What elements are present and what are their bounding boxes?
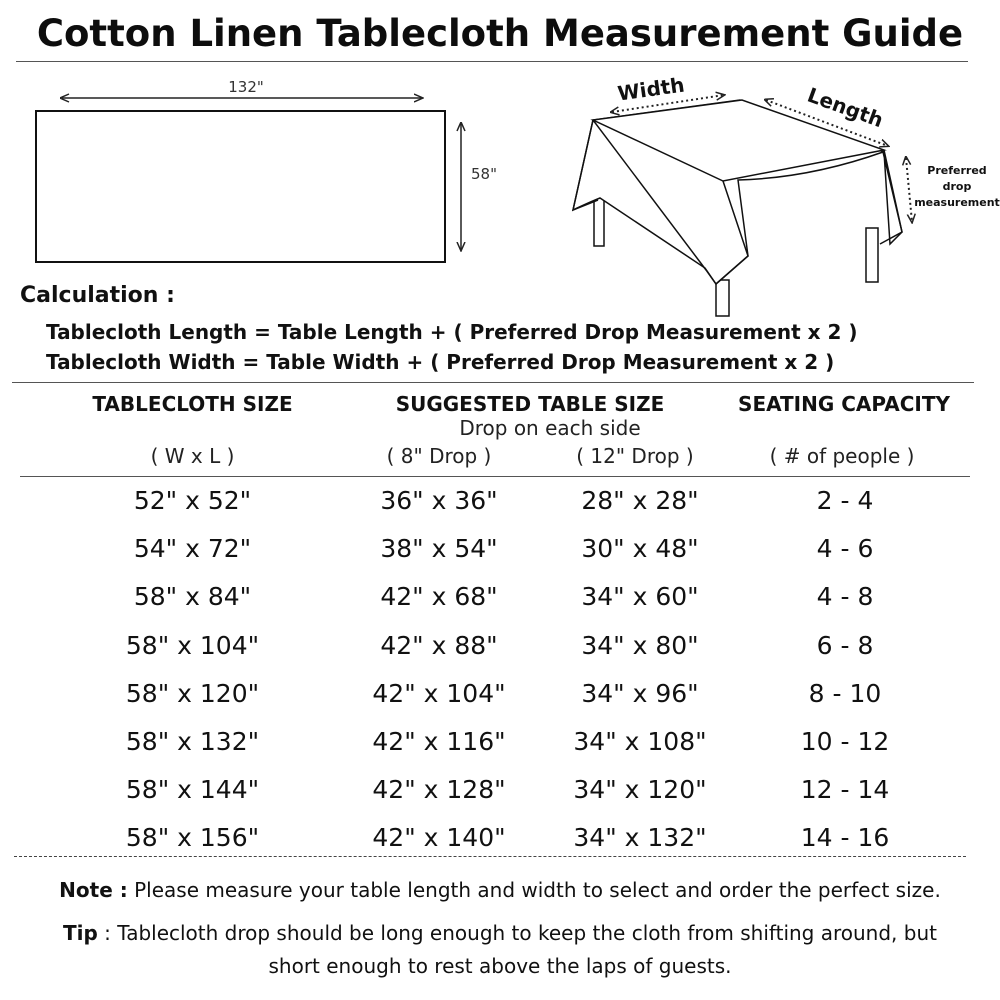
note-text	[0, 878, 1000, 902]
cell-drop-8: 38" x 54"	[380, 534, 498, 563]
flat-length-label: 132"	[228, 78, 264, 96]
cell-seating: 12 - 14	[800, 775, 890, 804]
subheader-drop-12: ( 12" Drop )	[576, 444, 694, 468]
tip-body-line-2: short enough to rest above the laps of guests.	[268, 954, 732, 978]
measurement-diagrams	[0, 0, 1000, 320]
cell-drop-12: 34" x 120"	[573, 775, 707, 804]
page-title: Cotton Linen Tablecloth Measurement Guide	[36, 12, 964, 55]
header-divider	[20, 476, 970, 477]
cell-drop-12: 34" x 108"	[573, 727, 707, 756]
cell-tablecloth-size: 58" x 84"	[133, 582, 252, 611]
cell-seating: 4 - 6	[816, 534, 874, 563]
calculation-divider	[12, 382, 974, 383]
cell-tablecloth-size: 54" x 72"	[133, 534, 252, 563]
header-suggested-table-size: SUGGESTED TABLE SIZE	[395, 392, 665, 416]
tip-label: Tip	[63, 921, 98, 945]
flat-tablecloth-diagram	[36, 78, 497, 262]
cell-seating: 6 - 8	[816, 631, 874, 660]
cell-drop-8: 42" x 128"	[372, 775, 506, 804]
cell-tablecloth-size: 58" x 132"	[125, 727, 260, 756]
table-length-label: Length	[804, 82, 887, 133]
cell-drop-8: 42" x 88"	[380, 631, 498, 660]
header-seating-capacity: SEATING CAPACITY	[738, 392, 950, 416]
cell-tablecloth-size: 52" x 52"	[133, 486, 252, 515]
cell-drop-8: 42" x 104"	[372, 679, 506, 708]
subheader-drop-8: ( 8" Drop )	[386, 444, 492, 468]
length-formula: Tablecloth Length = Table Length + ( Preferred Drop Measurement x 2 )	[46, 320, 858, 344]
calculation-heading: Calculation :	[20, 283, 175, 308]
table-leg	[716, 280, 729, 316]
subheader-seating: ( # of people )	[769, 444, 915, 468]
cell-seating: 2 - 4	[816, 486, 874, 515]
cell-drop-12: 34" x 60"	[581, 582, 699, 611]
tip-body-line-1: : Tablecloth drop should be long enough to keep the cloth from shifting around, but	[97, 921, 937, 945]
drop-label-line-1: Preferred	[927, 164, 987, 177]
table-leg	[866, 228, 878, 282]
flat-width-label: 58"	[471, 165, 497, 183]
cell-seating: 8 - 10	[808, 679, 882, 708]
cell-seating: 14 - 16	[800, 823, 890, 852]
cell-seating: 4 - 8	[816, 582, 874, 611]
cell-drop-8: 42" x 116"	[372, 727, 506, 756]
drop-arrow	[906, 158, 912, 222]
note-body: Please measure your table length and width to select and order the perfect size.	[127, 878, 941, 902]
drop-label-line-2: drop	[942, 180, 972, 193]
cell-tablecloth-size: 58" x 104"	[125, 631, 260, 660]
drop-label-line-3: measurement	[914, 196, 1000, 209]
cell-drop-12: 34" x 132"	[573, 823, 707, 852]
cell-seating: 10 - 12	[800, 727, 890, 756]
tip-text	[0, 921, 1000, 945]
width-formula: Tablecloth Width = Table Width + ( Preferred Drop Measurement x 2 )	[46, 350, 835, 374]
note-label: Note :	[59, 878, 128, 902]
cell-drop-12: 28" x 28"	[581, 486, 699, 515]
cell-drop-8: 42" x 140"	[372, 823, 506, 852]
cell-tablecloth-size: 58" x 156"	[125, 823, 260, 852]
header-tablecloth-size: TABLECLOTH SIZE	[92, 392, 293, 416]
cell-drop-8: 42" x 68"	[380, 582, 498, 611]
cell-drop-12: 34" x 96"	[581, 679, 699, 708]
cell-drop-12: 30" x 48"	[581, 534, 699, 563]
cell-tablecloth-size: 58" x 120"	[125, 679, 260, 708]
cell-drop-8: 36" x 36"	[380, 486, 498, 515]
flat-tablecloth-rect	[36, 111, 445, 262]
dashed-divider	[14, 856, 966, 857]
subheader-size: ( W x L )	[150, 444, 235, 468]
cell-drop-12: 34" x 80"	[581, 631, 699, 660]
table-width-label: Width	[616, 72, 686, 106]
drop-caption: Drop on each side	[459, 416, 641, 440]
cell-tablecloth-size: 58" x 144"	[125, 775, 260, 804]
table-with-cloth-diagram	[573, 100, 902, 316]
